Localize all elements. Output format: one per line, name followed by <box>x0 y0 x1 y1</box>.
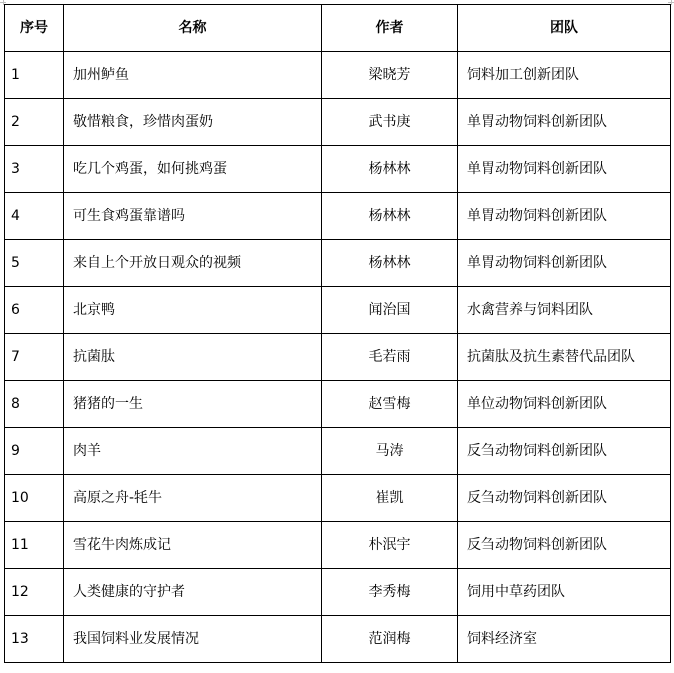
cell-number: 5 <box>5 240 64 287</box>
cell-team: 单位动物饲料创新团队 <box>458 381 671 428</box>
cell-title: 抗菌肽 <box>64 334 322 381</box>
corner-mark-right-v <box>671 0 672 5</box>
table-row <box>5 334 671 381</box>
cell-number: 7 <box>5 334 64 381</box>
header-author: 作者 <box>322 5 458 52</box>
cell-title: 加州鲈鱼 <box>64 52 322 99</box>
cell-team: 反刍动物饲料创新团队 <box>458 475 671 522</box>
cell-number: 9 <box>5 428 64 475</box>
cell-number: 6 <box>5 287 64 334</box>
table-row <box>5 99 671 146</box>
cell-team: 单胃动物饲料创新团队 <box>458 146 671 193</box>
cell-author: 杨林林 <box>322 240 458 287</box>
cell-title: 雪花牛肉炼成记 <box>64 522 322 569</box>
cell-number: 10 <box>5 475 64 522</box>
table-row <box>5 475 671 522</box>
cell-title: 可生食鸡蛋靠谱吗 <box>64 193 322 240</box>
cell-team: 单胃动物饲料创新团队 <box>458 193 671 240</box>
cell-author: 范润梅 <box>322 616 458 663</box>
cell-number: 12 <box>5 569 64 616</box>
cell-title: 吃几个鸡蛋，如何挑鸡蛋 <box>64 146 322 193</box>
cell-author: 闻治国 <box>322 287 458 334</box>
cell-title: 北京鸭 <box>64 287 322 334</box>
header-team: 团队 <box>458 5 671 52</box>
cell-team: 单胃动物饲料创新团队 <box>458 99 671 146</box>
table-row <box>5 193 671 240</box>
cell-title: 人类健康的守护者 <box>64 569 322 616</box>
table-row <box>5 522 671 569</box>
cell-team: 反刍动物饲料创新团队 <box>458 428 671 475</box>
cell-title: 敬惜粮食，珍惜肉蛋奶 <box>64 99 322 146</box>
header-number: 序号 <box>5 5 64 52</box>
cell-number: 2 <box>5 99 64 146</box>
cell-author: 武书庚 <box>322 99 458 146</box>
cell-author: 马涛 <box>322 428 458 475</box>
cell-team: 水禽营养与饲料团队 <box>458 287 671 334</box>
table-row <box>5 146 671 193</box>
table-row <box>5 287 671 334</box>
cell-number: 11 <box>5 522 64 569</box>
cell-team: 饲用中草药团队 <box>458 569 671 616</box>
table-header-row <box>5 5 671 52</box>
cell-author: 毛若雨 <box>322 334 458 381</box>
cell-author: 杨林林 <box>322 146 458 193</box>
cell-number: 8 <box>5 381 64 428</box>
table-row <box>5 569 671 616</box>
cell-title: 来自上个开放日观众的视频 <box>64 240 322 287</box>
cell-author: 崔凯 <box>322 475 458 522</box>
cell-title: 肉羊 <box>64 428 322 475</box>
cell-title: 猪猪的一生 <box>64 381 322 428</box>
cell-number: 4 <box>5 193 64 240</box>
cell-author: 杨林林 <box>322 193 458 240</box>
table-row <box>5 52 671 99</box>
cell-team: 抗菌肽及抗生素替代品团队 <box>458 334 671 381</box>
cell-author: 朴泯宇 <box>322 522 458 569</box>
table-row <box>5 381 671 428</box>
cell-title: 我国饲料业发展情况 <box>64 616 322 663</box>
cell-team: 单胃动物饲料创新团队 <box>458 240 671 287</box>
table-row <box>5 428 671 475</box>
cell-number: 13 <box>5 616 64 663</box>
cell-title: 高原之舟-牦牛 <box>64 475 322 522</box>
cell-number: 3 <box>5 146 64 193</box>
cell-team: 反刍动物饲料创新团队 <box>458 522 671 569</box>
table-row <box>5 616 671 663</box>
table-row <box>5 240 671 287</box>
header-title: 名称 <box>64 5 322 52</box>
video-list-table <box>4 4 671 663</box>
cell-team: 饲料加工创新团队 <box>458 52 671 99</box>
cell-number: 1 <box>5 52 64 99</box>
cell-author: 李秀梅 <box>322 569 458 616</box>
cell-team: 饲料经济室 <box>458 616 671 663</box>
cell-author: 赵雪梅 <box>322 381 458 428</box>
cell-author: 梁晓芳 <box>322 52 458 99</box>
